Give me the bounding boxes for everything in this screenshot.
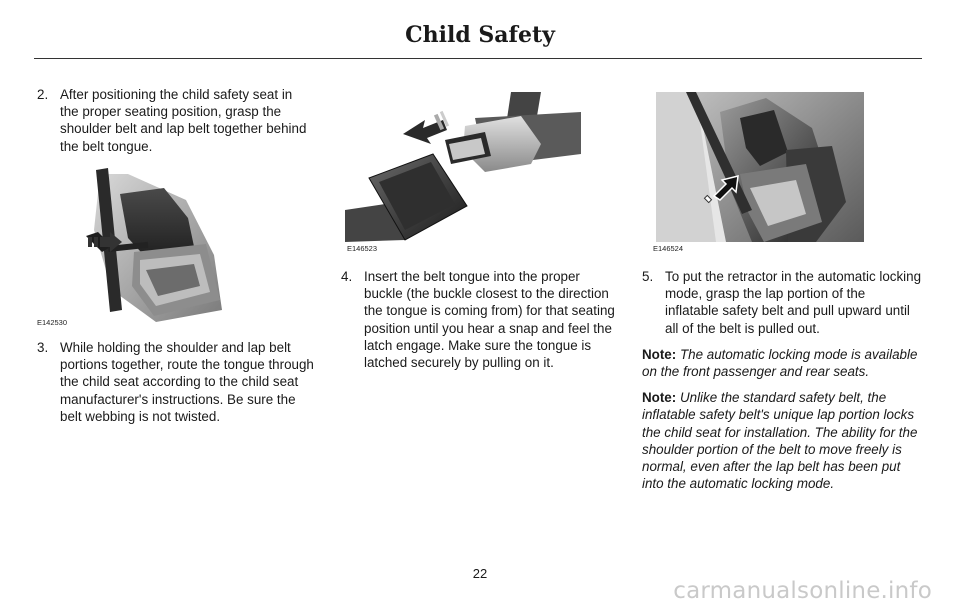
note-label: Note:	[642, 390, 677, 406]
column-1-lower	[37, 339, 315, 425]
note-2	[642, 389, 922, 492]
figure-child-seat	[36, 160, 236, 328]
retractor-pull-belt-illustration	[656, 92, 864, 242]
column-1	[37, 86, 313, 155]
note-text: The automatic locking mode is available on the front passenger and rear seats.	[642, 346, 918, 380]
step-number: 4.	[341, 269, 353, 284]
step-number: 5.	[642, 269, 654, 284]
figure-code: E146523	[347, 244, 378, 253]
figure-buckle	[345, 92, 581, 242]
step-text: To put the retractor in the automatic locking mode, grasp the lap portion of the inflatable safety belt and pull upward until all of the belt is pulled out.	[665, 269, 922, 336]
step-text: While holding the shoulder and lap belt portions together, route the tongue through the child seat according to the child seat manufacturer's instructions. Be sure the belt webbing is not twisted.	[60, 340, 314, 424]
direction-arrow-icon	[403, 111, 449, 144]
title-divider	[34, 58, 922, 59]
figure-retractor	[656, 92, 864, 242]
figure-code: E146524	[653, 244, 684, 253]
note-text: Unlike the standard safety belt, the inflatable safety belt's unique lap portion locks the child seat for installation. The ability for the shoulder portion of the belt to move freely is normal, even after the lap belt has been put into the automatic locking mode.	[642, 390, 918, 492]
step-number: 2.	[37, 87, 49, 102]
page-number: 22	[472, 566, 488, 581]
column-3	[642, 268, 922, 492]
step-text: After positioning the child safety seat in the proper seating position, grasp the shoulder belt and lap belt together behind the belt tongue.	[60, 87, 307, 154]
column-2	[341, 268, 619, 371]
step-text: Insert the belt tongue into the proper buckle (the buckle closest to the direction the tongue is coming from) for that seating position until you hear a snap and feel the latch engage. Make sure the tongue is latched securely by pulling on it.	[364, 269, 615, 371]
step-number: 3.	[37, 340, 49, 355]
child-seat-belt-routing-illustration	[36, 160, 236, 328]
belt-tongue-buckle-illustration	[345, 92, 581, 242]
note-label: Note:	[642, 346, 677, 362]
step-4	[341, 268, 619, 371]
step-2	[37, 86, 313, 155]
figure-code: E142530	[37, 318, 68, 327]
step-5	[642, 268, 922, 337]
step-3	[37, 339, 315, 425]
note-1	[642, 346, 922, 380]
watermark: carmanualsonline.info	[673, 578, 932, 604]
page-title: Child Safety	[405, 22, 555, 48]
